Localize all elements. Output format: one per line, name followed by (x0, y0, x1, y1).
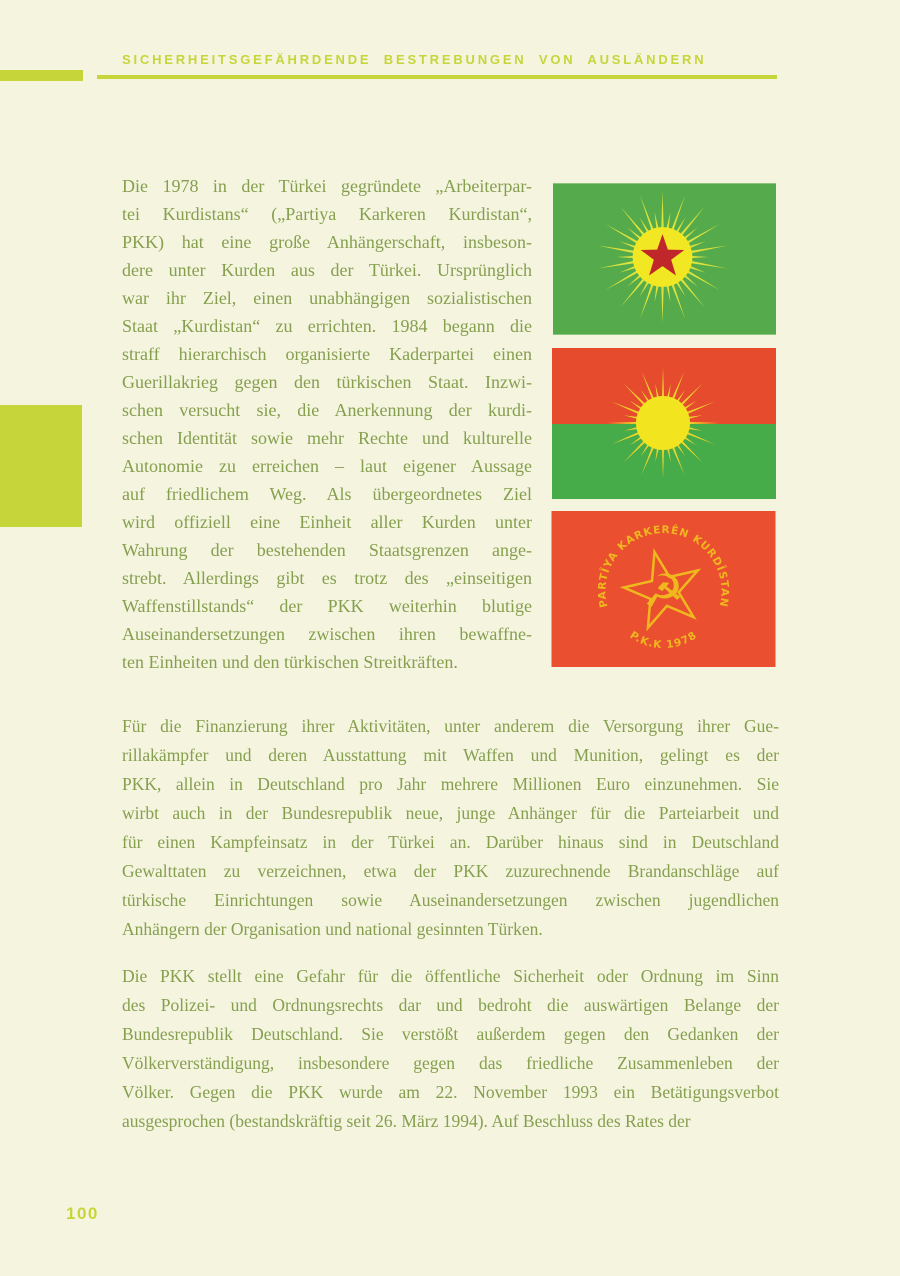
text-line: schen versucht sie, die Anerkennung der kurdi- (122, 400, 532, 420)
text-line: Für die Finanzierung ihrer Aktivitäten, unter anderem die Versorgung ihrer Gue- (122, 716, 779, 736)
text-line: wirbt auch in der Bundesrepublik neue, junge Anhänger für die Parteiarbeit und (122, 803, 779, 823)
sun-disc-icon (636, 396, 690, 450)
text-line: PKK) hat eine große Anhängerschaft, insbeson- (122, 232, 532, 252)
flag-1-graphic (553, 183, 776, 335)
text-line: ausgesprochen (bestandskräftig seit 26. März 1994). Auf Beschluss des Rates der (122, 1111, 691, 1131)
text-line: Waffenstillstands“ der PKK weiterhin blutige (122, 596, 532, 616)
text-line: Staat „Kurdistan“ zu errichten. 1984 begann die (122, 316, 532, 336)
text-line: Auseinandersetzungen zwischen ihren bewaffne- (122, 624, 532, 644)
flag-pkk-1978-emblem (551, 511, 776, 667)
text-line: strebt. Allerdings gibt es trotz des „einseitigen (122, 568, 532, 588)
text-line: auf friedlichem Weg. Als übergeordnetes Ziel (122, 484, 532, 504)
text-line: Bundesrepublik Deutschland. Sie verstößt außerdem gegen den Gedanken der (122, 1024, 779, 1044)
paragraph-pkk-ban (122, 962, 779, 1136)
header-left-bar (0, 70, 83, 81)
flag-top-arc-text: PARTÎYA KARKERÊN KURDÎSTAN (596, 523, 731, 609)
text-line: türkische Einrichtungen sowie Auseinandersetzungen zwischen jugendlichen (122, 890, 779, 910)
text-line: wird offiziell eine Einheit aller Kurden unter (122, 512, 532, 532)
text-line: schen Identität sowie mehr Rechte und kulturelle (122, 428, 532, 448)
text-line: Die PKK stellt eine Gefahr für die öffentliche Sicherheit oder Ordnung im Sinn (122, 966, 779, 986)
text-line: Gewalttaten zu verzeichnen, etwa der PKK zuzurechnende Brandanschläge auf (122, 861, 779, 881)
text-line: Völker. Gegen die PKK wurde am 22. November 1993 ein Betätigungsverbot (122, 1082, 779, 1102)
text-line: für einen Kampfeinsatz in der Türkei an. Darüber hinaus sind in Deutschland (122, 832, 779, 852)
text-line: Anhängern der Organisation und national gesinnten Türken. (122, 919, 543, 939)
text-line: ten Einheiten und den türkischen Streitkräften. (122, 652, 458, 672)
text-line: Die 1978 in der Türkei gegründete „Arbeiterpar- (122, 176, 532, 196)
text-line: rillakämpfer und deren Ausstattung mit Waffen und Munition, gelingt es der (122, 745, 779, 765)
page-header-title: SICHERHEITSGEFÄHRDENDE BESTREBUNGEN VON AUSLÄNDERN (122, 52, 707, 67)
flag-2-graphic (552, 348, 776, 499)
flag-kurdistan-green-sun-star (553, 183, 776, 335)
text-line: des Polizei- und Ordnungsrechts dar und bedroht die auswärtigen Belange der (122, 995, 779, 1015)
text-line: Wahrung der bestehenden Staatsgrenzen ange- (122, 540, 532, 560)
header-underline (97, 75, 777, 79)
text-line: Völkerverständigung, insbesondere gegen das friedliche Zusammenleben der (122, 1053, 779, 1073)
paragraph-pkk-financing (122, 712, 779, 944)
text-line: dere unter Kurden aus der Türkei. Ursprünglich (122, 260, 532, 280)
text-line: tei Kurdistans“ („Partiya Karkeren Kurdistan“, (122, 204, 532, 224)
hammer-sickle-icon: ☭ (642, 564, 685, 618)
flag-red-green-sun (552, 348, 776, 499)
text-line: straff hierarchisch organisierte Kaderpartei einen (122, 344, 532, 364)
page-number: 100 (66, 1204, 99, 1223)
flag-bottom-arc-text: P.K.K 1978 (627, 629, 700, 652)
flag-3-graphic (551, 511, 776, 667)
text-line: war ihr Ziel, einen unabhängigen sozialistischen (122, 288, 532, 308)
text-line: Guerillakrieg gegen den türkischen Staat. Inzwi- (122, 372, 532, 392)
paragraph-pkk-intro (122, 172, 532, 676)
margin-accent-block (0, 405, 82, 527)
text-line: Autonomie zu erreichen – laut eigener Aussage (122, 456, 532, 476)
text-line: PKK, allein in Deutschland pro Jahr mehrere Millionen Euro einzunehmen. Sie (122, 774, 779, 794)
